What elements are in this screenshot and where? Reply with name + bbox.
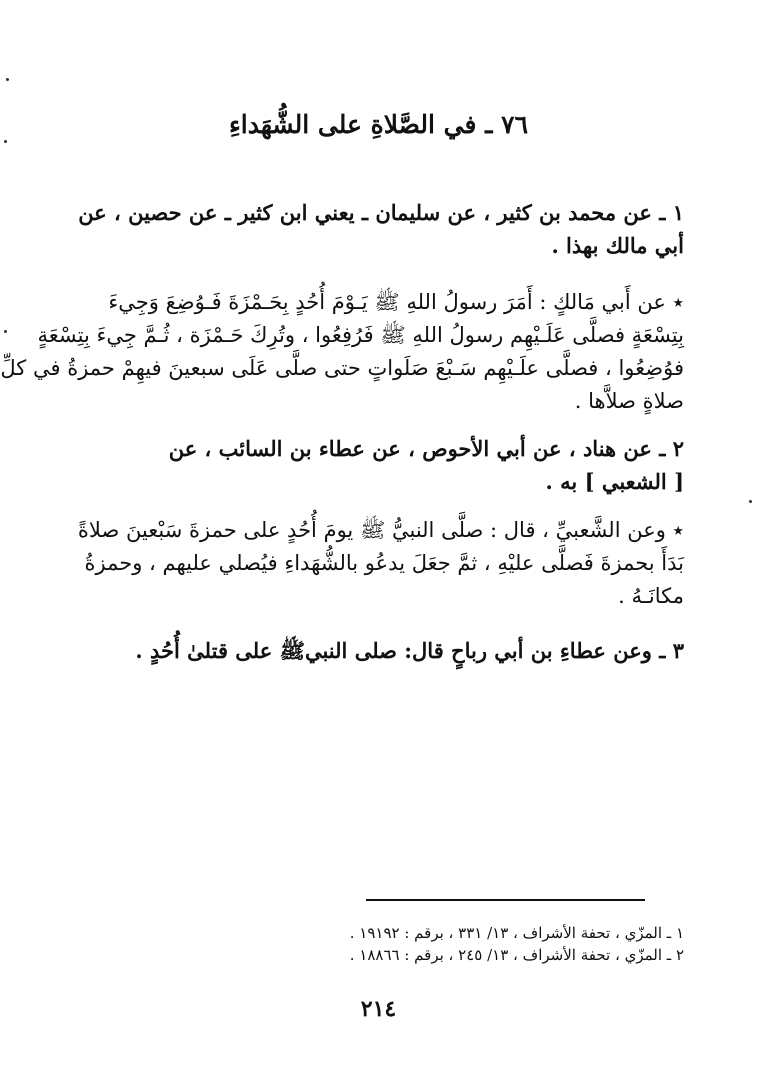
text-line: ٭ وعن الشَّعبيِّ ، قال : صلَّى النبيُّ ﷺ يومَ أُحُدٍ على حمزةَ سَبْعينَ صلاةً — [77, 518, 684, 542]
chapter-title: ٧٦ ـ في الصَّلاةِ على الشُّهَداءِ — [229, 110, 528, 139]
footnote-1: ١ ـ المزّي ، تحفة الأشراف ، ١٣/ ٣٣١ ، برقم : ١٩١٩٢ . — [349, 924, 684, 942]
footnotes — [270, 922, 684, 966]
margin-mark — [749, 500, 752, 503]
text-line: أبي مالك بهذا . — [551, 233, 684, 258]
text-line: صلاةٍ صلاَّها . — [574, 389, 684, 413]
text-line: بِتِسْعَةٍ فصلَّى عَلَـيْهِم رسولُ اللهِ ﷺ فَرُفِعُوا ، وتُرِكَ حَـمْزَة ، ثُـمَّ جِيءَ بِتِسْعَةٍ — [37, 323, 684, 347]
text-line: بَدَأَ بحمزةَ فَصلَّى عليْهِ ، ثمَّ جعَلَ يدعُو بالشُّهَداءِ فيُصلي عليهم ، وحمزةُ — [84, 551, 684, 575]
text-line: ١ ـ عن محمد بن كثير ، عن سليمان ـ يعني ابن كثير ـ عن حصين ، عن — [78, 200, 684, 225]
text-line: ٣ ـ وعن عطاءِ بن أبي رباحٍ قال: صلى النبيﷺ على قتلىٰ أُحُدٍ . — [135, 638, 684, 663]
margin-mark — [4, 330, 7, 333]
margin-mark — [6, 78, 9, 81]
footnote-2: ٢ ـ المزّي ، تحفة الأشراف ، ١٣/ ٢٤٥ ، برقم : ١٨٨٦٦ . — [349, 946, 684, 964]
page-number: ٢١٤ — [360, 996, 397, 1022]
text-line: ٢ ـ عن هناد ، عن أبي الأحوص ، عن عطاء بن السائب ، عن — [168, 436, 684, 461]
text-line: [ الشعبي ] به . — [545, 469, 684, 494]
text-line: مكانَـهُ . — [618, 584, 684, 608]
footnote-divider — [366, 899, 645, 901]
text-line: ٭ عن أَبي مَالكٍ : أَمَرَ رسولُ اللهِ ﷺ يَـوْمَ أُحُدٍ بِحَـمْزَةَ فَـوُضِعَ وَجِيءَ — [108, 290, 684, 314]
margin-mark — [4, 140, 7, 143]
hadith-1-text — [0, 286, 684, 418]
hadith-1-chain — [78, 196, 684, 262]
text-line: فوُضِعُوا ، فصلَّى علَـيْهِم سَـبْعَ صَلَواتٍ حتى صلَّى عَلَى سبعينَ فيهِمْ حمزةُ في كلِّ — [0, 356, 684, 380]
hadith-2-chain — [86, 432, 684, 498]
hadith-3 — [86, 634, 684, 667]
hadith-2-text — [77, 514, 684, 613]
